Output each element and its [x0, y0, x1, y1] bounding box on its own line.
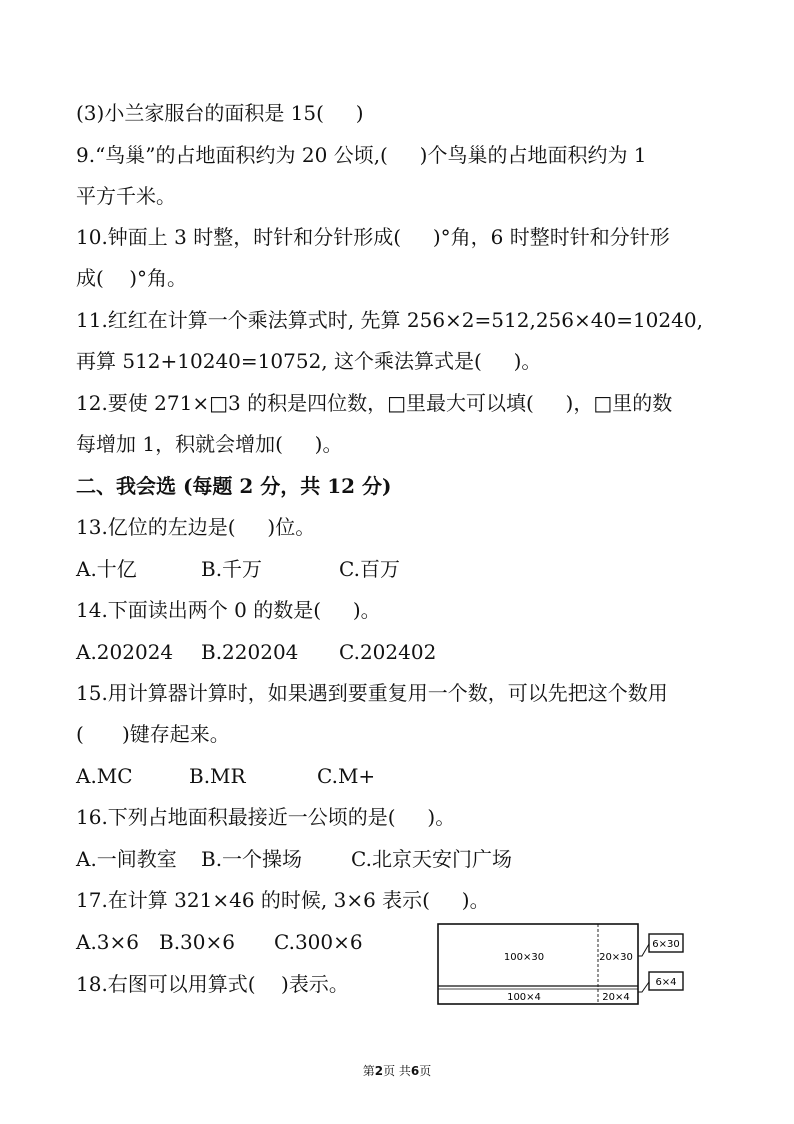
q13-option-c: C.百万: [339, 557, 400, 581]
question-15-line2: ( )键存起来。: [76, 722, 230, 746]
q16-option-b: B.一个操场: [201, 847, 303, 871]
section-2-heading: 二、我会选 (每题 2 分，共 12 分): [76, 474, 392, 498]
q15-option-c: C.M+: [317, 764, 376, 788]
q17-option-a: A.3×6: [76, 930, 140, 954]
callout-6x4: 6×4: [655, 977, 677, 988]
question-8-3: (3)小兰家服台的面积是 15( ): [76, 101, 364, 125]
q16-option-c: C.北京天安门广场: [351, 847, 512, 871]
q14-option-c: C.202402: [339, 640, 437, 664]
q15-option-b: B.MR: [189, 764, 246, 788]
question-12-line2: 每增加 1，积就会增加( )。: [76, 432, 343, 456]
question-17: 17.在计算 321×46 的时候, 3×6 表示( )。: [76, 888, 490, 912]
question-11-line2: 再算 512+10240=10752, 这个乘法算式是( )。: [76, 349, 542, 373]
question-12-line1: 12.要使 271×□3 的积是四位数，□里最大可以填( )，□里的数: [76, 391, 673, 415]
question-14: 14.下面读出两个 0 的数是( )。: [76, 598, 381, 622]
question-15-line1: 15.用计算器计算时，如果遇到要重复用一个数，可以先把这个数用: [76, 681, 668, 705]
question-9-line1: 9.“鸟巢”的占地面积约为 20 公顷,( )个鸟巢的占地面积约为 1: [76, 143, 647, 167]
callout-6x30: 6×30: [652, 939, 680, 950]
q17-option-c: C.300×6: [274, 930, 363, 954]
cell-100x30: 100×30: [503, 952, 545, 963]
cell-20x30: 20×30: [599, 952, 633, 963]
footer-total-pages: 6: [410, 1064, 420, 1078]
q15-option-a: A.MC: [76, 764, 133, 788]
footer-pre: 第: [362, 1064, 375, 1078]
q14-option-b: B.220204: [201, 640, 299, 664]
callout-top-leader: [638, 944, 649, 956]
area-model-diagram: [430, 920, 690, 1008]
callout-bottom-leader: [638, 982, 649, 992]
cell-100x4: 100×4: [507, 992, 541, 1003]
question-13: 13.亿位的左边是( )位。: [76, 515, 316, 539]
cell-20x4: 20×4: [602, 992, 630, 1003]
q13-option-a: A.十亿: [76, 557, 137, 581]
question-18: 18.右图可以用算式( )表示。: [76, 972, 349, 996]
footer-page-number: 2: [374, 1064, 384, 1078]
footer-mid: 页 共: [383, 1064, 411, 1078]
q17-option-b: B.30×6: [159, 930, 235, 954]
question-16: 16.下列占地面积最接近一公顷的是( )。: [76, 805, 456, 829]
q13-option-b: B.千万: [201, 557, 263, 581]
footer-post: 页: [419, 1064, 432, 1078]
question-10-line2: 成( )°角。: [76, 266, 188, 290]
q14-option-a: A.202024: [76, 640, 174, 664]
page-footer: [0, 1062, 794, 1079]
q16-option-a: A.一间教室: [76, 847, 177, 871]
question-11-line1: 11.红红在计算一个乘法算式时, 先算 256×2=512,256×40=10240,: [76, 308, 703, 332]
question-9-line2: 平方千米。: [76, 184, 176, 208]
question-10-line1: 10.钟面上 3 时整，时针和分针形成( )°角，6 时整时针和分针形: [76, 225, 670, 249]
